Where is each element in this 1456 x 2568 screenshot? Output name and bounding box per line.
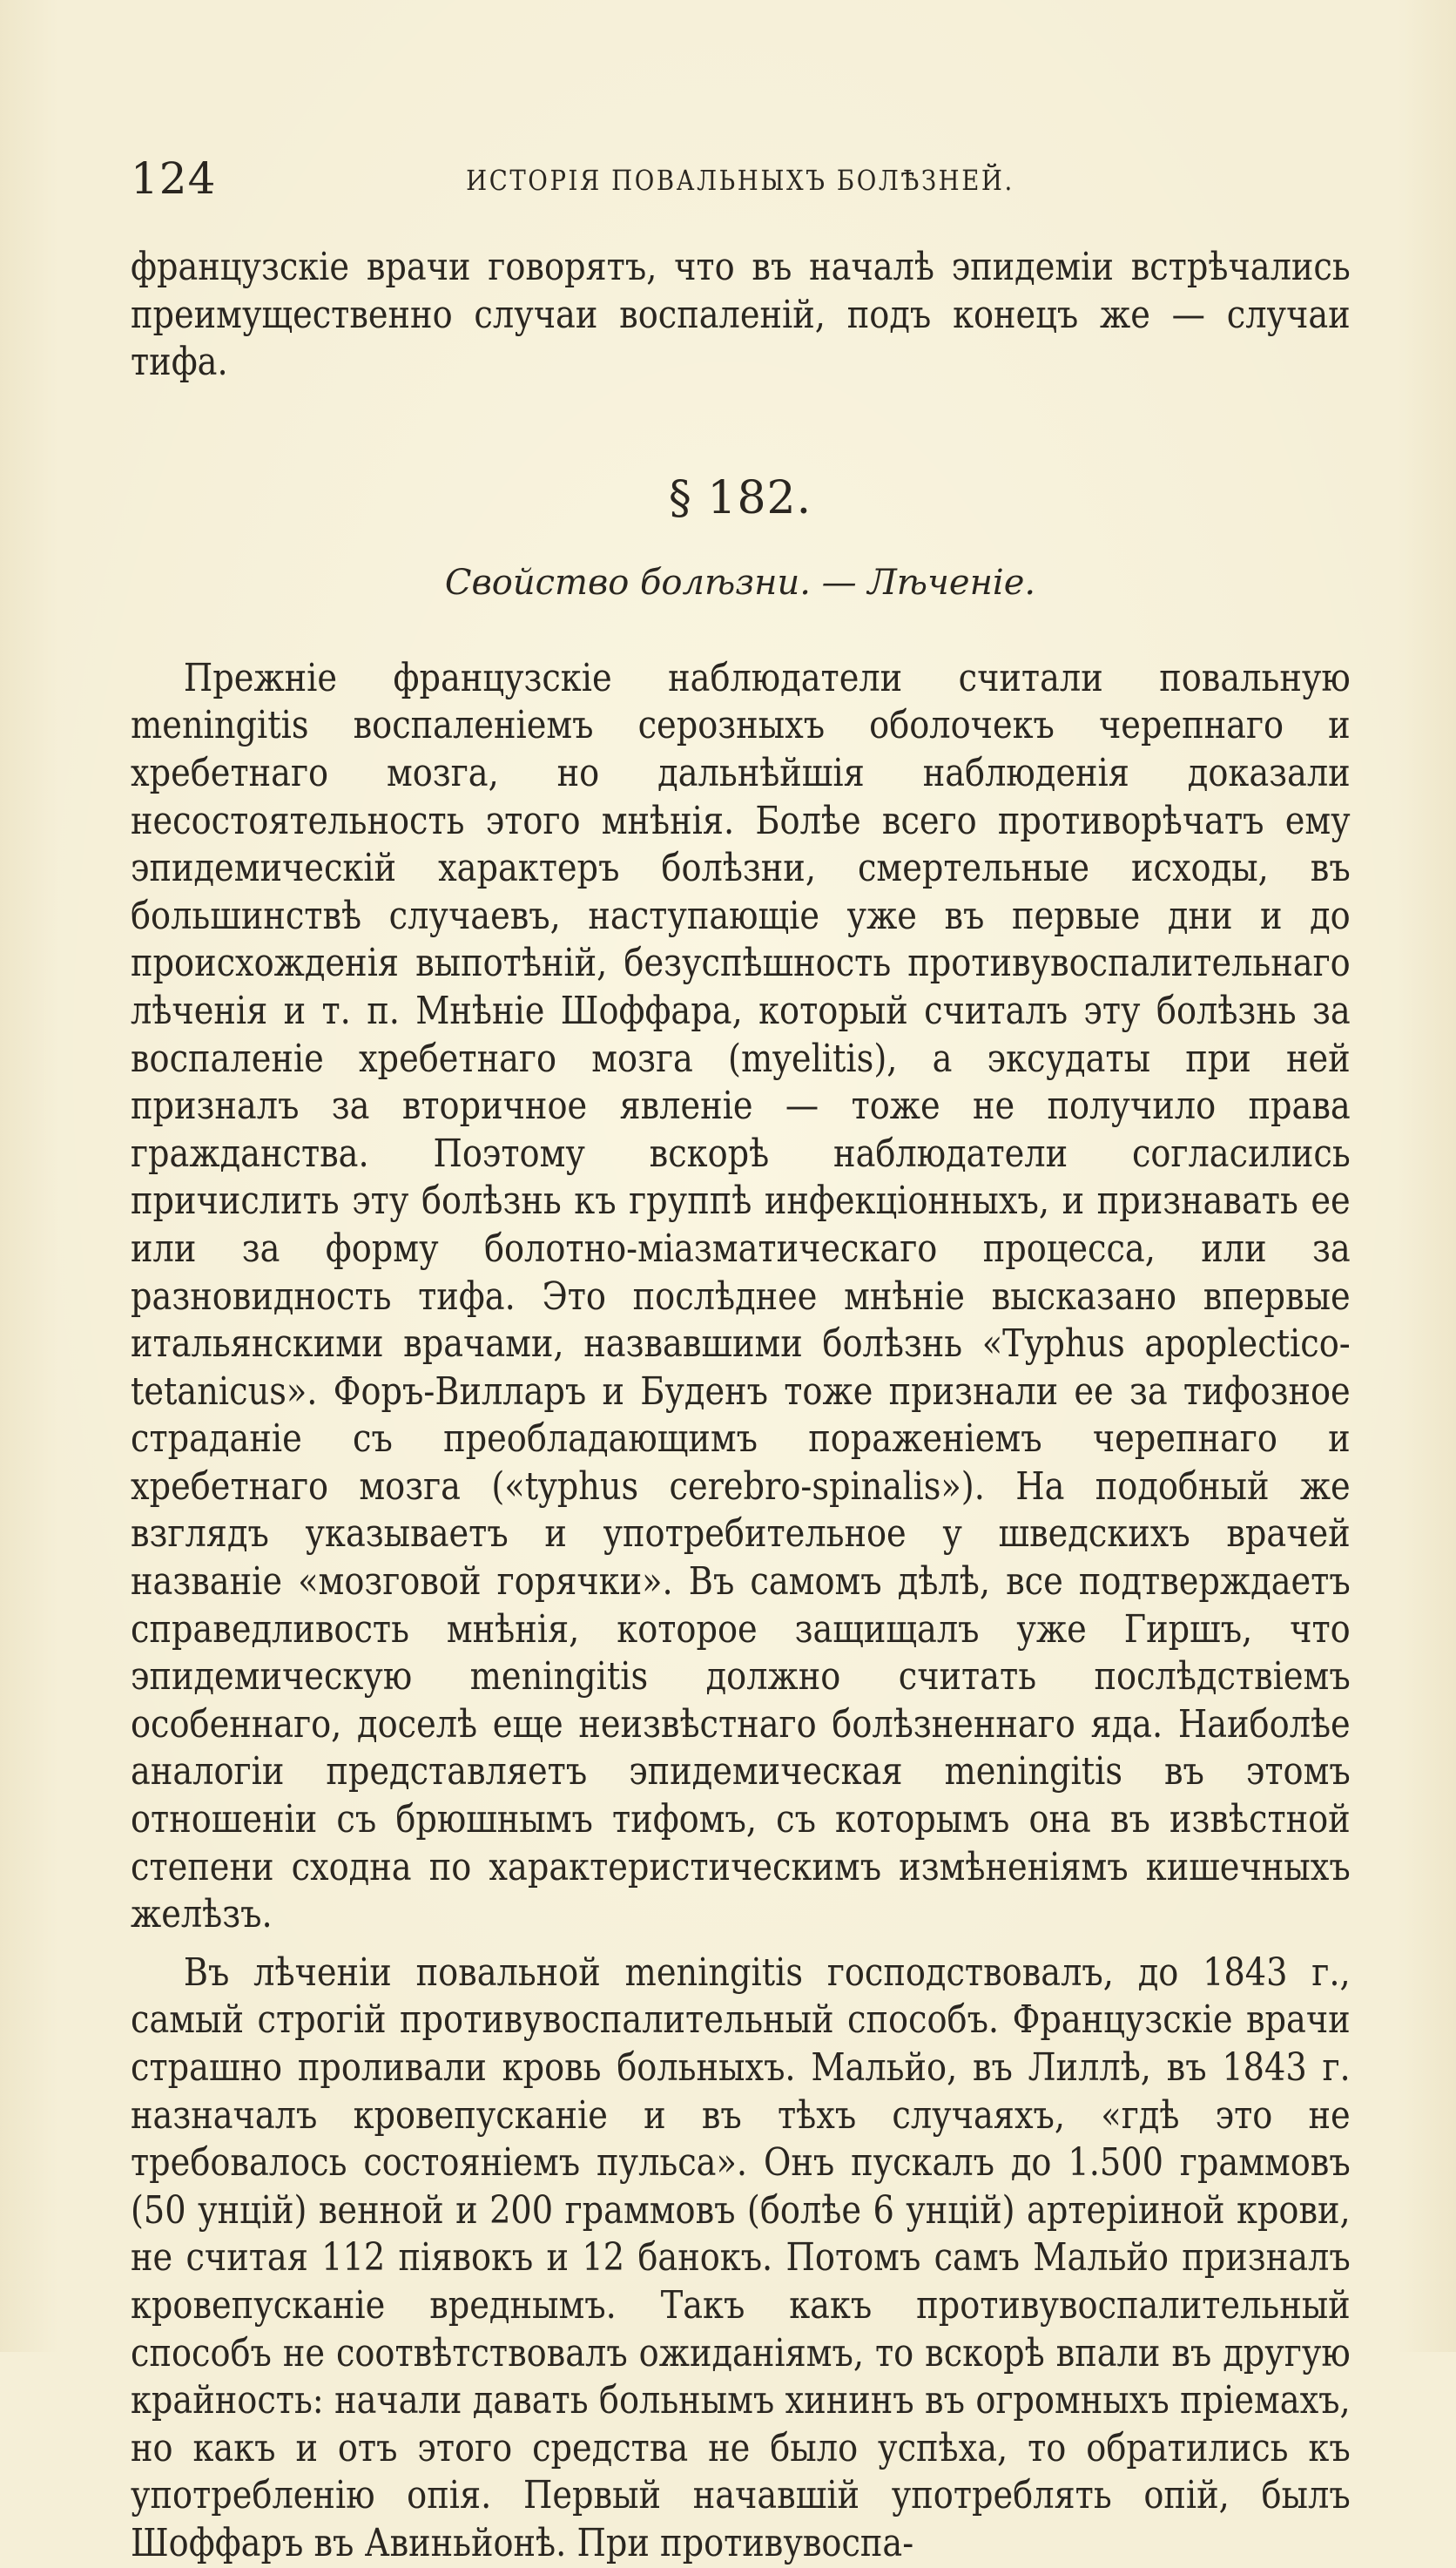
continuation-paragraph (131, 244, 1350, 387)
section-number: § 182. (668, 471, 812, 524)
paragraph-treatment (131, 1950, 1350, 2568)
paragraph-2-text: Въ лѣченіи повальной meningitis господствовалъ, до 1843 г., самый строгій противувоспалительный способъ. Французскіе врачи страшно проливали кровь больныхъ. Мальйо, въ Лиллѣ, въ 1843 г. назначалъ кровепусканіе и въ тѣхъ случаяхъ, «гдѣ это не требовалось состояніемъ пульса». Онъ пускалъ до 1.500 граммовъ (50 унцій) венной и 200 граммовъ (болѣе 6 унцій) артеріиной крови, не считая 112 піявокъ и 12 банокъ. Потомъ самъ Мальйо призналъ кровепусканіе вреднымъ. Такъ какъ противувоспалительный способъ не соотвѣтствовалъ ожиданіямъ, то вскорѣ впали въ другую крайность: начали давать больнымъ хининъ въ огромныхъ пріемахъ, но какъ и отъ этого средства не было успѣха, то обратились къ употребленію опія. Первый начавшій употреблять опій, былъ Шоффаръ въ Авиньйонѣ. При противувоспа- (131, 1950, 1351, 2565)
body-text (131, 244, 1350, 2568)
running-title: ИСТОРІЯ ПОВАЛЬНЫХЪ БОЛѢЗНЕЙ. (466, 164, 1014, 197)
paragraph-nature-of-disease (131, 655, 1350, 1939)
section-subtitle: Свойство болѣзни. — Лѣченіе. (444, 562, 1036, 603)
page-number: 124 (131, 153, 217, 204)
paragraph-1-text: Прежніе французскіе наблюдатели считали повальную meningitis воспаленіемъ серозныхъ оболочекъ черепнаго и хребетнаго мозга, но дальнѣйшія наблюденія доказали несостоятельность этого мнѣнія. Болѣе всего противорѣчатъ ему эпидемическій характеръ болѣзни, смертельные исходы, въ большинствѣ случаевъ, наступающіе уже въ первые дни и до происхожденія выпотѣній, безуспѣшность противувоспалительнаго лѣченія и т. п. Мнѣніе Шоффара, который считалъ эту болѣзнь за воспаленіе хребетнаго мозга (myelitis), а эксудаты при ней призналъ за вторичное явленіе — тоже не получило права гражданства. Поэтому вскорѣ наблюдатели согласились причислить эту болѣзнь къ группѣ инфекціонныхъ, и признавать ее или за форму болотно-міазматическаго процесса, или за разновидность тифа. Это послѣднее мнѣніе высказано впервые итальянскими врачами, назвавшими болѣзнь «Typhus apoplectico-tetanicus». Форъ-Вилларъ и Буденъ тоже признали ее за тифозное страданіе съ преобладающимъ пораженіемъ черепнаго и хребетнаго мозга («typhus cerebro-spinalis»). На подобный же взглядъ указываетъ и употребительное у шведскихъ врачей названіе «мозговой горячки». Въ самомъ дѣлѣ, все подтверждаетъ справедливость мнѣнія, которое защищалъ уже Гиршъ, что эпидемическую meningitis должно считать послѣдствіемъ особеннаго, доселѣ еще неизвѣстнаго болѣзненнаго яда. Наиболѣе аналогіи представляетъ эпидемическая meningitis въ этомъ отношеніи съ брюшнымъ тифомъ, съ которымъ она въ извѣстной степени сходна по характеристическимъ измѣненіямъ кишечныхъ желѣзъ. (131, 655, 1351, 1937)
page-header (131, 152, 1350, 205)
continuation-text: французскіе врачи говорятъ, что въ началѣ эпидеміи встрѣчались преимущественно случаи воспаленій, подъ конецъ же — случаи тифа. (131, 245, 1351, 385)
